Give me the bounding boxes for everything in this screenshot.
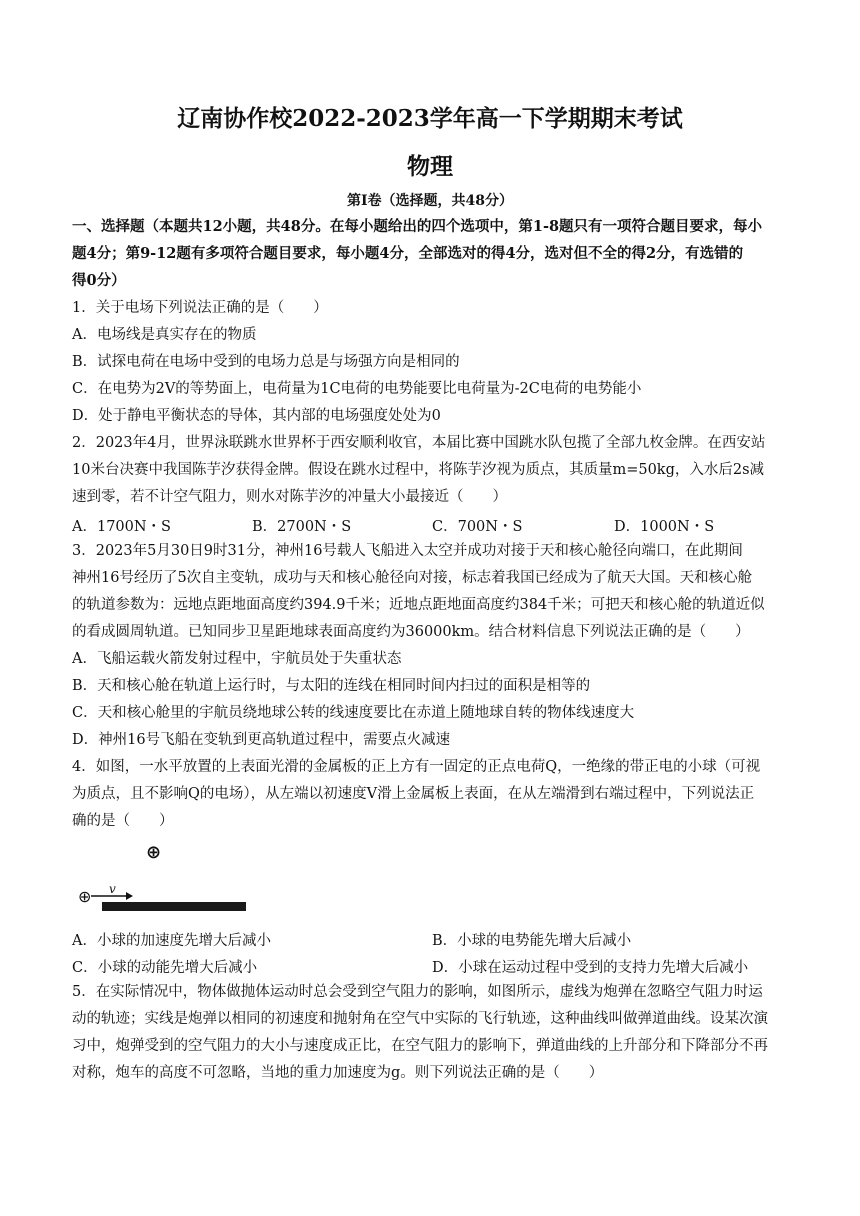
velocity-label: v <box>109 882 116 896</box>
question-3-option-d: D．神州16号飞船在变轨到更高轨道过程中，需要点火减速 <box>72 732 451 748</box>
metal-plate <box>102 902 246 911</box>
instructions-line: 一、选择题（本题共12小题，共48分。在每小题给出的四个选项中，第1-8题只有一项符合题目要求，每小 <box>72 218 763 235</box>
question-4-figure <box>76 840 246 920</box>
fixed-charge-q-symbol: ⊕ <box>146 842 162 863</box>
question-3-stem-line: 的看成圆周轨道。已知同步卫星距地球表面高度约为36000km。结合材料信息下列说法正确的是（ ） <box>72 624 750 640</box>
exam-title: 辽南协作校2022-2023学年高一下学期期末考试 <box>177 105 683 132</box>
question-3-stem-line: 的轨道参数为：远地点距地面高度约394.9千米；近地点距地面高度约384千米；可把天和核心舱的轨道近似 <box>72 597 765 613</box>
velocity-arrowhead <box>126 892 133 900</box>
question-1-option-d: D．处于静电平衡状态的导体，其内部的电场强度处处为0 <box>72 408 441 424</box>
question-2-stem-line: 10米台决赛中我国陈芋汐获得金牌。假设在跳水过程中，将陈芋汐视为质点，其质量m=50kg，入水后2s减 <box>72 462 765 478</box>
question-3-option-c: C．天和核心舱里的宇航员绕地球公转的线速度要比在赤道上随地球自转的物体线速度大 <box>72 705 635 721</box>
question-5-stem-line: 5．在实际情况中，物体做抛体运动时总会受到空气阻力的影响，如图所示，虚线为炮弹在忽略空气阻力时运 <box>72 984 763 1000</box>
question-2-stem-line: 速到零，若不计空气阻力，则水对陈芋汐的冲量大小最接近（ ） <box>72 489 507 505</box>
question-1-option-c: C．在电势为2V的等势面上，电荷量为1C电荷的电势能要比电荷量为-2C电荷的电势能小 <box>72 381 642 397</box>
instructions-line: 题4分；第9-12题有多项符合题目要求，每小题4分，全部选对的得4分，选对但不全的得2分，有选错的 <box>72 245 744 262</box>
instructions-line: 得0分） <box>72 272 126 289</box>
question-2-option-a: A．1700N・S <box>72 519 171 535</box>
question-3-stem-line: 神州16号经历了5次自主变轨，成功与天和核心舱径向对接，标志着我国已经成为了航天大国。天和核心舱 <box>72 570 753 586</box>
question-2-option-c: C．700N・S <box>432 519 523 535</box>
question-4-option-b: B．小球的电势能先增大后减小 <box>432 933 632 949</box>
question-5-stem-line: 动的轨迹；实线是炮弹以相同的初速度和抛射角在空气中实际的飞行轨迹，这种曲线叫做弹道曲线。设某次演 <box>72 1011 768 1027</box>
question-4-stem-line: 确的是（ ） <box>72 813 174 829</box>
question-4-option-a: A．小球的加速度先增大后减小 <box>72 933 271 949</box>
question-2-stem-line: 2．2023年4月，世界泳联跳水世界杯于西安顺利收官，本届比赛中国跳水队包揽了全部九枚金牌。在西安站 <box>72 435 766 451</box>
question-4-stem-line: 为质点，且不影响Q的电场），从左端以初速度V滑上金属板上表面，在从左端滑到右端过程中，下列说法正 <box>72 786 755 802</box>
question-3-option-b: B．天和核心舱在轨道上运行时，与太阳的连线在相同时间内扫过的面积是相等的 <box>72 678 591 694</box>
subject-title: 物理 <box>407 153 453 180</box>
ball-charge-symbol: ⊕ <box>78 887 92 906</box>
question-5-stem-line: 习中，炮弹受到的空气阻力的大小与速度成正比，在空气阻力的影响下，弹道曲线的上升部分和下降部分不再 <box>72 1038 768 1054</box>
question-3-option-a: A．飞船运载火箭发射过程中，宇航员处于失重状态 <box>72 651 402 667</box>
question-1-option-b: B．试探电荷在电场中受到的电场力总是与场强方向是相同的 <box>72 354 460 370</box>
question-1-stem: 1．关于电场下列说法正确的是（ ） <box>72 300 328 316</box>
question-3-stem-line: 3．2023年5月30日9时31分，神州16号载人飞船进入太空并成功对接于天和核心舱径向端口，在此期间 <box>72 543 743 559</box>
question-2-option-d: D．1000N・S <box>614 519 715 535</box>
question-1-option-a: A．电场线是真实存在的物质 <box>72 327 257 343</box>
metal-plate-diagram <box>76 840 246 920</box>
question-4-option-d: D．小球在运动过程中受到的支持力先增大后减小 <box>432 960 749 976</box>
question-5-stem-line: 对称，炮车的高度不可忽略，当地的重力加速度为g。则下列说法正确的是（ ） <box>72 1065 604 1081</box>
question-4-option-c: C．小球的动能先增大后减小 <box>72 960 258 976</box>
part-heading: 第Ⅰ卷（选择题，共48分） <box>346 193 514 209</box>
question-2-option-b: B．2700N・S <box>252 519 352 535</box>
question-4-stem-line: 4．如图，一水平放置的上表面光滑的金属板的正上方有一固定的正点电荷Q，一绝缘的带正电的小球（可视 <box>72 759 761 775</box>
